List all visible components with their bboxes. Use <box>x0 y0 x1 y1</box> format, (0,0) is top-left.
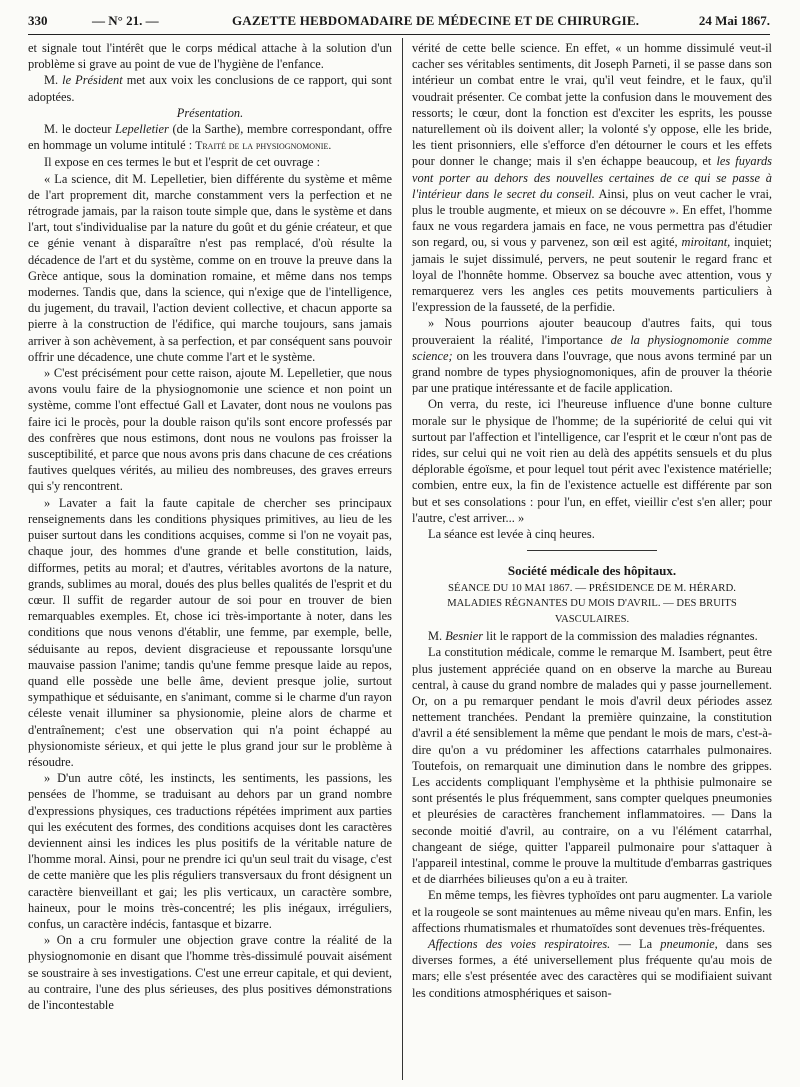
paragraph: Il expose en ces termes le but et l'esprit de cet ouvrage : <box>44 155 321 170</box>
paragraph: » D'un autre côté, les instincts, les sentiments, les passions, les pensées de l'homme, se traduisant au dehors par un grand nombre d'expressions physiques, ces traductions répétées impriment aux parties qui les exécutent des formes, des conditions acquises dont les caractères deviennent ainsi les indices les plus positifs de la véritable nature de l'homme moral. Ainsi, pour ne prendre ici qu'un seul trait du visage, c'est de cette manière que les plis réguliers transversaux du front désignent un caractère bienveillant et gai; les plis verticaux, un caractère sombre, haineux, pour le moins très-concentré; les plis inégaux, irréguliers, confus, un caractère indécis, fantasque et bizarre. <box>28 771 392 931</box>
page-header <box>28 6 770 34</box>
seance-line: SÉANCE DU 10 MAI 1867. — PRÉSIDENCE DE M. HÉRARD. <box>448 581 736 594</box>
paragraph: M. le docteur Lepelletier (de la Sarthe), membre correspondant, offre en hommage un volume intitulé : Traité de la physiognomonie. <box>28 122 392 153</box>
paragraph: » Nous pourrions ajouter beaucoup d'autres faits, qui tous prouveraient la réalité, l'importance de la physiognomonie comme science; on les trouvera dans l'ouvrage, que nous avons terminé par un grand nombre de types physiognomoniques, afin de prouver la théorie par une pratique intéressante et de facile application. <box>412 316 772 396</box>
paragraph: » C'est précisément pour cette raison, ajoute M. Lepelletier, que nous avons voulu faire de la physiognomonie une science et non point un système, comme l'ont effectué Gall et Lavater, dont nous ne voulons pas faire ici le procès, pour la double raison qu'ils sont encore professés par des confrères que nous estimons, dont nous ne voulons pas froisser la susceptibilité, et parce que nous avons pris dans chacune de ces créations fautives quelques vérités, au milieu des nombreuses, des graves erreurs qui s'y rencontrent. <box>28 366 392 494</box>
right-column <box>412 40 772 1001</box>
paragraph: M. le Président met aux voix les conclusions de ce rapport, qui sont adoptées. <box>28 73 392 104</box>
section-separator <box>527 550 657 551</box>
paragraph: En même temps, les fièvres typhoïdes ont paru augmenter. La variole et la rougeole se sont maintenues au même niveau qu'en mars. Enfin, les affections rhumatismales et rhumatoïdes sont devenues très-fréquentes. <box>412 888 772 935</box>
paragraph: On verra, du reste, ici l'heureuse influence d'une bonne culture morale sur le physique de l'homme; de la supériorité de celui qui vit surtout par l'affection et l'intelligence, car l'esprit et le cœur n'ont pas de rides, sur celui qui ne voit rien au delà des appétits sensuels et du plus déplorable égoïsme, et pour lequel tout périt avec l'existence matérielle; combien, entre eux, la fin de l'existence actuelle est différente par son but et ses consolations : pour l'un, en effet, vieillir c'est s'en aller; pour l'autre, c'est arriver... » <box>412 397 772 525</box>
paragraph: vérité de cette belle science. En effet, « un homme dissimulé veut-il cacher ses véritables sentiments, dit Joseph Parneti, il se passe dans son intérieur un combat entre le vrai, qu'il veut feindre, et le faux, qu'il voudrait présenter. Ce combat jette la confusion dans le mouvement des ressorts; le cœur, dont la fonction est d'exciter les esprits, les pousse naturellement où ils doivent aller; la volonté s'y oppose, elle les bride, les tient prisonniers, elle s'efforce d'en détourner le cours et les effets pour donner le change; mais il s'en échappe beaucoup, et les fuyards vont porter au dehors des nouvelles certaines de ce qui se passe à l'intérieur dans le secret du conseil. Ainsi, plus on veut cacher le vrai, plus le trouble augmente, et mieux on se découvre ». En effet, l'homme faux ne vous regardera jamais en face, ne vous permettra pas d'étudier son regard, ou, si vous y parvenez, son œil est agité, miroitant, inquiet; jamais le sujet dissimulé, pervers, ne peut soutenir le regard franc et loyal de l'honnête homme. Observez sa bouche avec attention, vous y remarquerez vers les angles ces petits mouvements particuliers à l'expression de la fausseté, de la perfidie. <box>412 41 773 315</box>
issue-number: — N° 21. — <box>92 13 159 28</box>
left-column <box>28 40 392 1013</box>
paragraph: et signale tout l'intérêt que le corps médical attache à la solution d'un problème si grave au point de vue de l'hygiène de l'enfance. <box>28 41 392 72</box>
paragraph: » Lavater a fait la faute capitale de chercher ses principaux renseignements dans les conditions physiques primitives, au lieu de les puiser surtout dans les conditions acquises, comme si l'on ne voyait pas, chaque jour, des hommes d'une grande et belle constitution, laids, difformes, petits au moral; et d'autres, véritables avortons de la nature, grands, sublimes au moral, doués des plus belles qualités de l'esprit et du cœur. Il suffit de regarder autour de soi pour en trouver de bien remarquables exemples. Et, chose ici très-importante à noter, dans les conditions que nous venons d'établir, une femme, par exemple, belle, séduisante au repos, devient disgracieuse et repoussante lorsqu'une mauvaise passion l'anime; tandis qu'une femme presque laide au repos, quand elle possède une belle âme, devient presque jolie, surtout sympathique et séduisante, en s'animant, comme si le charme d'un rayon céleste venait illuminer sa physionomie, pleine alors de charme et d'entraînement; c'est une observation qui n'a point échappé au physionomiste sérieux, et qui jette le plus grand jour sur le problème à résoudre. <box>28 495 392 769</box>
paragraph: M. Besnier lit le rapport de la commission des maladies régnantes. <box>428 629 758 644</box>
paragraph: Affections des voies respiratoires. — La pneumonie, dans ses diverses formes, a été universellement plus fréquente qu'au mois de mars; elle s'est présentée avec des caractères qui se modifiaient suivant les conditions atmosphériques et saison- <box>412 936 772 1000</box>
paragraph: » On a cru formuler une objection grave contre la réalité de la physiognomonie en disant que l'homme très-dissimulé pouvait aisément se soustraire à ses investigations. C'est une erreur capitale, et qui devient, au contraire, l'une des plus sérieuses, des plus positives démonstrations de l'incontestable <box>28 933 392 1012</box>
issue-date: 24 Mai 1867. <box>698 13 770 28</box>
paragraph: La constitution médicale, comme le remarque M. Isambert, peut être plus justement appréciée quand on en observe la marche au Bureau central, à cause du grand nombre de malades qui y passe journellement. Or, on a pu remarquer pendant le mois d'avril deux périodes assez nettement tranchées. Pendant la première quinzaine, la constitution d'avril a été sensiblement la même que pendant le mois de mars, c'est-à-dire qu'on a vu prédominer les affections catarrhales pulmonaires. Toutefois, on remarquait une diminution dans le nombre des grippes. Les accidents compliquant l'emphysème et la phthisie pulmonaire se sont présentés le plus fréquemment, sans compter quelques pneumonies et pleurésies de caractères franchement inflammatoires. — Dans la seconde moitié d'avril, au contraire, on a vu l'élément catarrhal, changeant de siége, quitter l'appareil pulmonaire pour s'attaquer à l'appareil intestinal, comme le prouve la multitude d'embarras gastriques et de diarrhées bilieuses qu'on a eu à traiter. <box>412 645 772 887</box>
paragraph: La séance est levée à cinq heures. <box>428 527 595 542</box>
journal-title: GAZETTE HEBDOMADAIRE DE MÉDECINE ET DE CHIRURGIE. <box>232 13 640 28</box>
paragraph: « La science, dit M. Lepelletier, bien différente du système et même de l'art proprement dit, marche constamment vers la perfection et ne rétrograde jamais, par la raison toute simple que, dans le système et dans l'art, tout s'individualise par la nature du goût et du génie créateur, et que ce génie venant à disparaître n'est pas remplacé, d'où résulte la décadence de l'art et du système, comme on en trouve la preuve dans la Grèce antique, sous la domination romaine, et même dans nos temps modernes. Tandis que, dans la science, qui n'exige que de l'intelligence, du jugement, du travail, l'action devient collective, et chacun apporte sa pierre à la construction de l'édifice, qui marche toujours, sans jamais arriver à son achèvement, à sa perfection, et par conséquent sans pouvoir offrir une décadence, une chute comme l'art et le système. <box>28 171 392 364</box>
section-subtitle: Présentation. <box>176 105 244 120</box>
column-divider <box>402 38 403 1080</box>
subsection-heading: MALADIES RÉGNANTES DU MOIS D'AVRIL. — DES BRUITS VASCULAIRES. <box>447 597 737 625</box>
header-rule <box>28 34 770 35</box>
section-title: Société médicale des hôpitaux. <box>507 563 677 579</box>
page-number: 330 <box>28 13 48 28</box>
